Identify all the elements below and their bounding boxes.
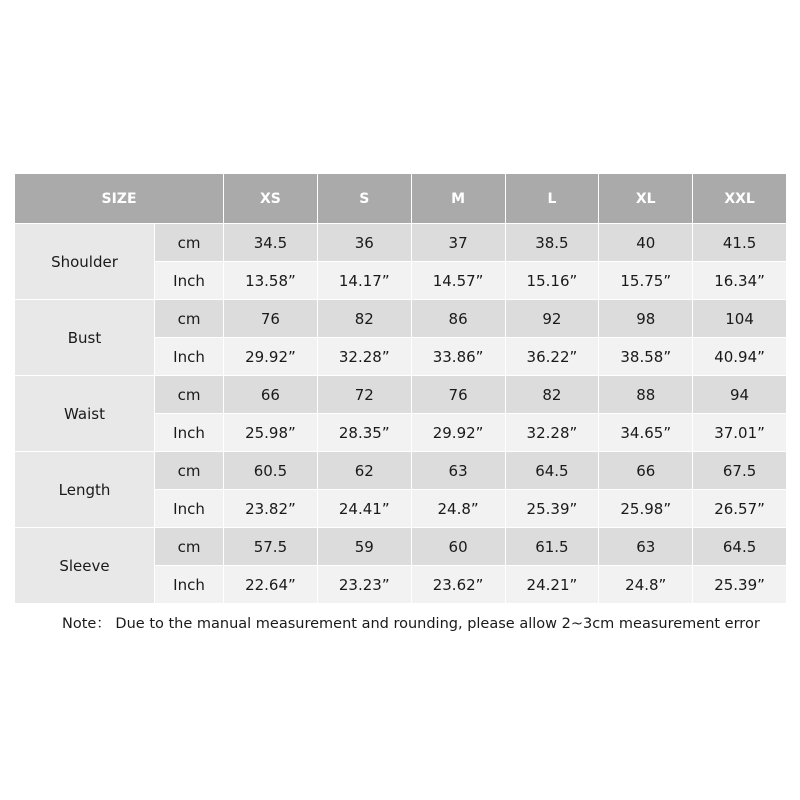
value-cell: 23.82” — [224, 490, 318, 528]
value-cell: 37 — [411, 224, 505, 262]
unit-label-cm: cm — [155, 452, 224, 490]
value-cell: 38.5 — [505, 224, 599, 262]
size-column-header: XXL — [693, 174, 787, 224]
unit-label-cm: cm — [155, 528, 224, 566]
value-cell: 40.94” — [693, 338, 787, 376]
table-row-sleeve-cm — [15, 528, 787, 566]
unit-label-cm: cm — [155, 300, 224, 338]
value-cell: 25.39” — [505, 490, 599, 528]
size-column-header: XS — [224, 174, 318, 224]
value-cell: 64.5 — [505, 452, 599, 490]
size-column-header: S — [317, 174, 411, 224]
size-table-body — [15, 224, 787, 604]
value-cell: 34.65” — [599, 414, 693, 452]
value-cell: 33.86” — [411, 338, 505, 376]
table-row-shoulder-cm — [15, 224, 787, 262]
value-cell: 86 — [411, 300, 505, 338]
value-cell: 61.5 — [505, 528, 599, 566]
unit-label-inch: Inch — [155, 414, 224, 452]
value-cell: 82 — [505, 376, 599, 414]
unit-label-cm: cm — [155, 224, 224, 262]
value-cell: 59 — [317, 528, 411, 566]
value-cell: 60.5 — [224, 452, 318, 490]
value-cell: 82 — [317, 300, 411, 338]
value-cell: 32.28” — [317, 338, 411, 376]
value-cell: 76 — [411, 376, 505, 414]
value-cell: 24.8” — [599, 566, 693, 604]
unit-label-cm: cm — [155, 376, 224, 414]
value-cell: 32.28” — [505, 414, 599, 452]
value-cell: 76 — [224, 300, 318, 338]
value-cell: 40 — [599, 224, 693, 262]
value-cell: 98 — [599, 300, 693, 338]
unit-label-inch: Inch — [155, 262, 224, 300]
value-cell: 72 — [317, 376, 411, 414]
value-cell: 25.98” — [599, 490, 693, 528]
value-cell: 36 — [317, 224, 411, 262]
value-cell: 22.64” — [224, 566, 318, 604]
value-cell: 62 — [317, 452, 411, 490]
value-cell: 16.34” — [693, 262, 787, 300]
measurement-label-length: Length — [15, 452, 155, 528]
value-cell: 38.58” — [599, 338, 693, 376]
size-header-label: SIZE — [15, 174, 224, 224]
measurement-label-waist: Waist — [15, 376, 155, 452]
value-cell: 14.57” — [411, 262, 505, 300]
size-column-header: M — [411, 174, 505, 224]
value-cell: 29.92” — [224, 338, 318, 376]
value-cell: 23.62” — [411, 566, 505, 604]
value-cell: 34.5 — [224, 224, 318, 262]
value-cell: 63 — [599, 528, 693, 566]
value-cell: 14.17” — [317, 262, 411, 300]
value-cell: 57.5 — [224, 528, 318, 566]
value-cell: 23.23” — [317, 566, 411, 604]
value-cell: 24.8” — [411, 490, 505, 528]
table-row-waist-cm — [15, 376, 787, 414]
value-cell: 24.21” — [505, 566, 599, 604]
value-cell: 63 — [411, 452, 505, 490]
unit-label-inch: Inch — [155, 338, 224, 376]
value-cell: 60 — [411, 528, 505, 566]
value-cell: 94 — [693, 376, 787, 414]
measurement-note: Note： Due to the manual measurement and rounding, please allow 2~3cm measurement error — [62, 616, 760, 632]
measurement-label-sleeve: Sleeve — [15, 528, 155, 604]
value-cell: 104 — [693, 300, 787, 338]
value-cell: 13.58” — [224, 262, 318, 300]
value-cell: 25.39” — [693, 566, 787, 604]
value-cell: 66 — [224, 376, 318, 414]
table-row-length-cm — [15, 452, 787, 490]
size-chart-table — [14, 173, 787, 604]
value-cell: 29.92” — [411, 414, 505, 452]
value-cell: 15.16” — [505, 262, 599, 300]
measurement-label-bust: Bust — [15, 300, 155, 376]
measurement-label-shoulder: Shoulder — [15, 224, 155, 300]
value-cell: 26.57” — [693, 490, 787, 528]
value-cell: 67.5 — [693, 452, 787, 490]
value-cell: 28.35” — [317, 414, 411, 452]
table-row-bust-cm — [15, 300, 787, 338]
value-cell: 92 — [505, 300, 599, 338]
value-cell: 66 — [599, 452, 693, 490]
unit-label-inch: Inch — [155, 490, 224, 528]
size-column-header: L — [505, 174, 599, 224]
value-cell: 25.98” — [224, 414, 318, 452]
value-cell: 24.41” — [317, 490, 411, 528]
size-column-header: XL — [599, 174, 693, 224]
value-cell: 15.75” — [599, 262, 693, 300]
value-cell: 41.5 — [693, 224, 787, 262]
header-row — [15, 174, 787, 224]
value-cell: 37.01” — [693, 414, 787, 452]
value-cell: 64.5 — [693, 528, 787, 566]
value-cell: 36.22” — [505, 338, 599, 376]
unit-label-inch: Inch — [155, 566, 224, 604]
value-cell: 88 — [599, 376, 693, 414]
